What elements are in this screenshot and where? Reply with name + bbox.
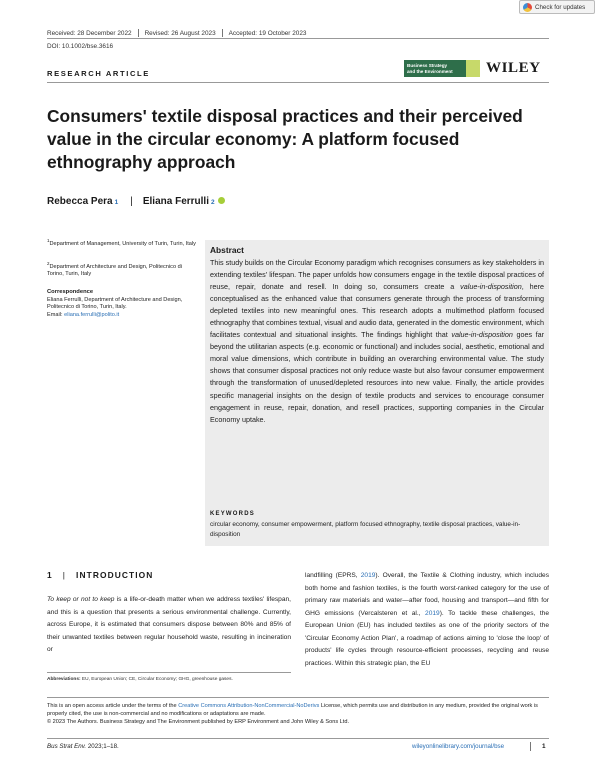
intro-text: landfilling (EPRS, <box>305 572 361 579</box>
abstract-text: , here conceptualised as the enhanced value that consumers generate through the process of transforming depleted textiles into new meaningful ones. This research adopts a multimethod platform focused ethnography that combines textual, visual and audio data, generated in the domestic environment, which facilitates contextual and situational insights. The findings highlight that <box>210 282 544 340</box>
abstract-text: goes far beyond the utilitarian aspects (e.g. economic or functional) and includes social, aesthetic, emotional and moral value dimensions, which contribute in building an overarching environmental value. The study shows that consumer disposal practices not only reduce waste but also favour consumer empowerment through the transformation of unused/depleted resources into new value. Finally, the article provides specific managerial insights on the design of textile products and services to encourage consumer engagement in reuse, repair, donation, and resell practices, supporting companies in the Circular Economy uptake. <box>210 330 545 424</box>
intro-phrase: To keep or not to keep <box>47 596 115 603</box>
journal-name-line1: Business Strategy <box>407 63 448 69</box>
keywords-list: circular economy, consumer empowerment, platform focused ethnography, textile disposal practices, value-in-disposition <box>210 521 521 538</box>
affiliation-number: 1 <box>47 238 50 243</box>
license-text: This is an open access article under the terms of the <box>47 703 179 709</box>
intro-left-column <box>47 594 291 657</box>
correspondence-address: Eliana Ferrulli, Department of Architecture and Design, Politecnico di Torino, Turin, Italy. <box>47 297 183 311</box>
affiliation-1 <box>47 237 197 248</box>
license-text: License, which permits use and distribution in any medium, provided the original work is properly cited, the use is non-commercial and no modifications or adaptations are made. <box>47 703 538 718</box>
intro-right-column <box>305 570 549 670</box>
section-title: INTRODUCTION <box>76 570 154 580</box>
citation-link[interactable]: 2019 <box>425 609 440 617</box>
intro-text: is a life-or-death matter when we address textiles' lifespan, and this is a question that presents a serious environmental challenge. Currently, across Europe, it is estimated that consumers dispose between 80% and 85% of their unwanted textiles between regular household waste, resulting in incineration or <box>47 596 292 653</box>
article-title: Consumers' textile disposal practices and their perceived value in the circular economy: A platform focused ethnography approach <box>47 106 523 172</box>
license-rule <box>47 697 549 698</box>
author-name[interactable]: Rebecca Pera <box>47 196 113 207</box>
affiliation-2 <box>47 260 197 279</box>
journal-name-line2: and the Environment <box>407 68 453 74</box>
abstract-text: This study builds on the Circular Economy paradigm which recognises consumers as key stakeholders in extending textiles' lifespan. The paper unfolds how consumers engage in the textile disposal practices of reuse, repair, donate and resell. In doing so, consumers create a <box>210 258 544 292</box>
author-separator: | <box>130 196 133 207</box>
abbreviations-rule <box>47 672 291 673</box>
orcid-icon[interactable] <box>218 197 225 204</box>
page-number: 1 <box>542 743 546 750</box>
citation-line <box>47 743 119 750</box>
affiliation-text: Department of Architecture and Design, Politecnico di Torino, Turin, Italy <box>47 263 182 278</box>
section-separator: | <box>62 570 67 580</box>
kicker-rule <box>47 82 549 83</box>
abstract-term: value-in-disposition <box>451 330 513 340</box>
keywords-heading: KEYWORDS <box>210 511 255 517</box>
article-type: RESEARCH ARTICLE <box>47 69 150 78</box>
check-for-updates-button[interactable] <box>519 0 595 14</box>
affiliation-marker[interactable]: 1 <box>114 199 119 206</box>
check-for-updates-label: Check for updates <box>535 3 586 11</box>
email-link[interactable]: eliana.ferrulli@polito.it <box>64 311 120 318</box>
crossmark-icon <box>523 3 532 12</box>
abbreviations-text: EU, European Union; CE, Circular Economy; GHG, greenhouse gases. <box>80 677 233 682</box>
received-date: Received: 28 December 2022 <box>47 29 132 37</box>
accepted-date: Accepted: 19 October 2023 <box>228 29 307 37</box>
correspondence-text <box>47 297 197 319</box>
section-heading <box>47 570 153 580</box>
header-rule <box>47 38 549 39</box>
date-separator <box>222 29 223 37</box>
affiliation-text: Department of Management, University of Turin, Turin, Italy <box>49 240 196 247</box>
abstract-term: value-in-disposition <box>460 282 522 292</box>
date-separator <box>138 29 139 37</box>
intro-text: ). Overall, the Textile & Clothing industry, which includes both home and fashion textiles, is the fourth worst-ranked category for the use of primary raw materials and water—after food, housing and transport—and fifth for GHG emissions (Vercalsteren et al., <box>305 572 549 617</box>
affiliation-number: 2 <box>47 261 50 266</box>
journal-logo[interactable] <box>404 60 480 77</box>
journal-logo-accent <box>466 60 480 77</box>
journal-abbreviation: Bus Strat Env. <box>47 743 87 750</box>
correspondence-heading: Correspondence <box>47 289 94 295</box>
citation-pages: 2023;1–18. <box>86 743 119 750</box>
section-number: 1 <box>47 570 53 580</box>
journal-url[interactable]: wileyonlinelibrary.com/journal/bse <box>412 743 505 750</box>
affiliation-marker[interactable]: 2 <box>210 199 215 206</box>
author-name[interactable]: Eliana Ferrulli <box>142 196 209 207</box>
abstract-heading: Abstract <box>210 245 244 255</box>
abstract-body <box>210 257 544 426</box>
author-list <box>47 196 225 207</box>
copyright-text: © 2023 The Authors. Business Strategy and The Environment published by ERP Environment and John Wiley & Sons Ltd. <box>47 719 350 726</box>
license-notice <box>47 702 549 727</box>
abbreviations <box>47 677 291 682</box>
license-link[interactable]: Creative Commons Attribution-NonCommercial-NoDerivs <box>178 703 320 709</box>
footer-separator <box>530 742 531 751</box>
publisher-logo[interactable]: WILEY <box>486 60 541 76</box>
citation-link[interactable]: 2019 <box>360 572 376 579</box>
doi[interactable]: DOI: 10.1002/bse.3616 <box>47 43 114 50</box>
intro-text: ). To tackle these challenges, the European Union (EU) has included textiles as one of the priority sectors of the 'Circular Economy Action Plan', a roadmap of actions aiming to 'close the loop' of products' life cycles through resource-efficient processes, recycling and reuse practices. Within this strategic plan, the EU <box>305 609 549 667</box>
abbreviations-label: Abbreviations: <box>47 677 81 682</box>
article-dates <box>47 29 306 37</box>
email-label: Email: <box>47 311 65 318</box>
revised-date: Revised: 26 August 2023 <box>144 29 216 37</box>
footer-rule <box>47 738 549 739</box>
